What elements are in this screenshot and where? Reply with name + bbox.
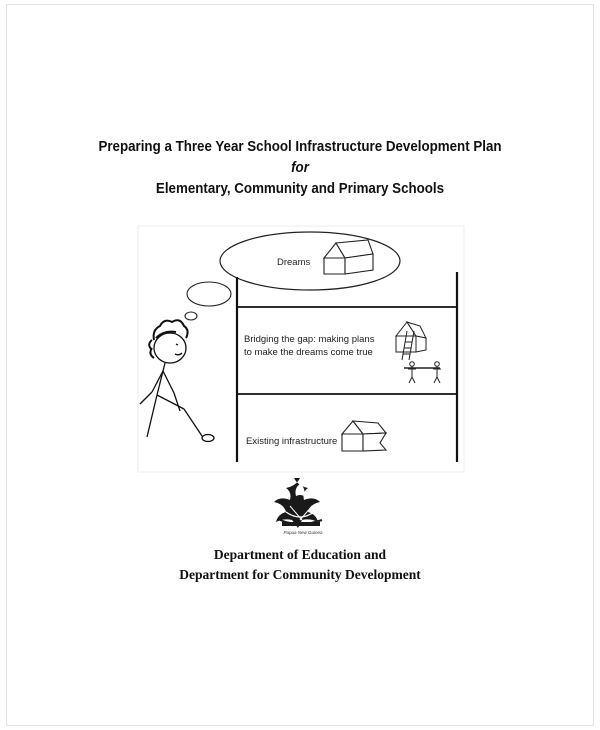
- title-line-for: for: [291, 160, 309, 176]
- department-credits: [0, 545, 600, 585]
- dreams-label: Dreams: [277, 257, 311, 268]
- dept-line-2: Department for Community Development: [179, 567, 421, 582]
- national-emblem-icon: [273, 473, 333, 535]
- dream-house-icon: [324, 240, 373, 274]
- title-line-1: Preparing a Three Year School Infrastructure Development Plan: [98, 139, 502, 155]
- thinking-person-icon: [140, 320, 214, 441]
- dept-line-1: Department of Education and: [213, 547, 387, 562]
- workers-icon: [404, 362, 441, 383]
- bridging-label-line-2: to make the dreams come true: [244, 347, 373, 358]
- thought-bubble-large: [187, 282, 231, 306]
- existing-house-icon: [342, 421, 386, 451]
- existing-label: Existing infrastructure: [246, 436, 338, 447]
- bridging-label-line-1: Bridging the gap: making plans: [244, 334, 375, 345]
- title-line-3: Elementary, Community and Primary Schools: [155, 181, 445, 197]
- emblem-caption: Papua New Guinea: [283, 530, 323, 535]
- thought-bubble-small: [185, 312, 197, 320]
